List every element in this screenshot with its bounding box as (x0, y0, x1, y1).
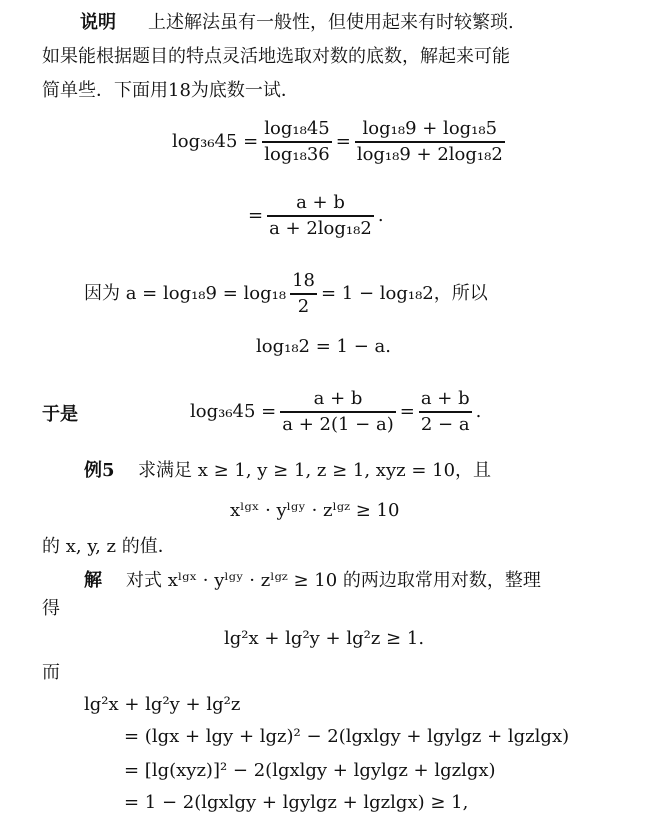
derivation-line-2: = [lg(xyz)]² − 2(lgxlgy + lgylgz + lgzlgx) (124, 760, 496, 781)
eq1-f1-denominator: log₁₈36 (264, 143, 330, 165)
then-f1-denominator: a + 2(1 − a) (282, 413, 394, 435)
eq1-f1-numerator: log₁₈45 (264, 118, 330, 139)
solution-line-1: 对式 xˡᵍˣ · yˡᵍʸ · zˡᵍᶻ ≥ 10 的两边取常用对数，整理 (126, 570, 541, 591)
because-suffix: = 1 − log₁₈2，所以 (320, 282, 488, 304)
then-lhs: log₃₆45 = (190, 400, 277, 422)
example-text: 求满足 x ≥ 1, y ≥ 1, z ≥ 1, xyz = 10，且 (138, 460, 492, 481)
note-line-1: 上述解法虽有一般性，但使用起来有时较繁琐. (148, 12, 514, 33)
example-condition: xˡᵍˣ · yˡᵍʸ · zˡᵍᶻ ≥ 10 (230, 500, 400, 521)
then-f1-numerator: a + b (313, 388, 363, 409)
because-prefix: 因为 a = log₁₈9 = log₁₈ (84, 282, 287, 304)
because-numerator: 18 (292, 270, 315, 291)
eq2-equals: = (248, 204, 264, 226)
then-fraction-1 (280, 388, 395, 436)
solution-and: 而 (42, 662, 60, 683)
derivation-line-1: = (lgx + lgy + lgz)² − 2(lgxlgy + lgylgz + lgzlgx) (124, 726, 570, 747)
then-end: . (475, 400, 482, 422)
eq1-fraction-2 (355, 118, 505, 166)
then-fraction-2 (419, 388, 472, 436)
then-label: 于是 (42, 404, 78, 425)
then-f2-denominator: 2 − a (420, 413, 470, 435)
eq2-end: . (377, 204, 384, 226)
eq1-equals: = (335, 130, 351, 152)
derivation-line-0: lg²x + lg²y + lg²z (84, 694, 241, 715)
example-tail: 的 x, y, z 的值． (42, 536, 176, 557)
eq2-fraction (267, 192, 374, 240)
note-line-2: 如果能根据题目的特点灵活地选取对数的底数，解起来可能 (42, 46, 510, 67)
equation-3: log₁₈2 = 1 − a. (256, 336, 391, 357)
eq2-numerator: a + b (296, 192, 345, 213)
note-label: 说明 (80, 12, 116, 33)
eq2-denominator: a + 2log₁₈2 (269, 217, 372, 239)
then-equals: = (399, 400, 415, 422)
then-equation (190, 388, 481, 436)
equation-2 (248, 192, 384, 240)
derivation-line-3: = 1 − 2(lgxlgy + lgylgz + lgzlgx) ≥ 1, (124, 792, 469, 813)
note-line-3: 简单些．下面用18为底数一试． (42, 80, 299, 101)
equation-1 (172, 118, 505, 166)
because-fraction (290, 270, 317, 318)
because-denominator: 2 (297, 295, 310, 317)
then-f2-numerator: a + b (420, 388, 470, 409)
solution-equation: lg²x + lg²y + lg²z ≥ 1. (224, 628, 425, 649)
eq1-f2-numerator: log₁₈9 + log₁₈5 (362, 118, 498, 139)
example-label: 例5 (84, 460, 115, 481)
solution-label: 解 (84, 570, 102, 591)
eq1-lhs: log₃₆45 = (172, 130, 259, 152)
eq1-fraction-1 (262, 118, 331, 166)
because-line (84, 270, 488, 318)
solution-line-2: 得 (42, 598, 60, 619)
eq1-f2-denominator: log₁₈9 + 2log₁₈2 (356, 143, 503, 165)
